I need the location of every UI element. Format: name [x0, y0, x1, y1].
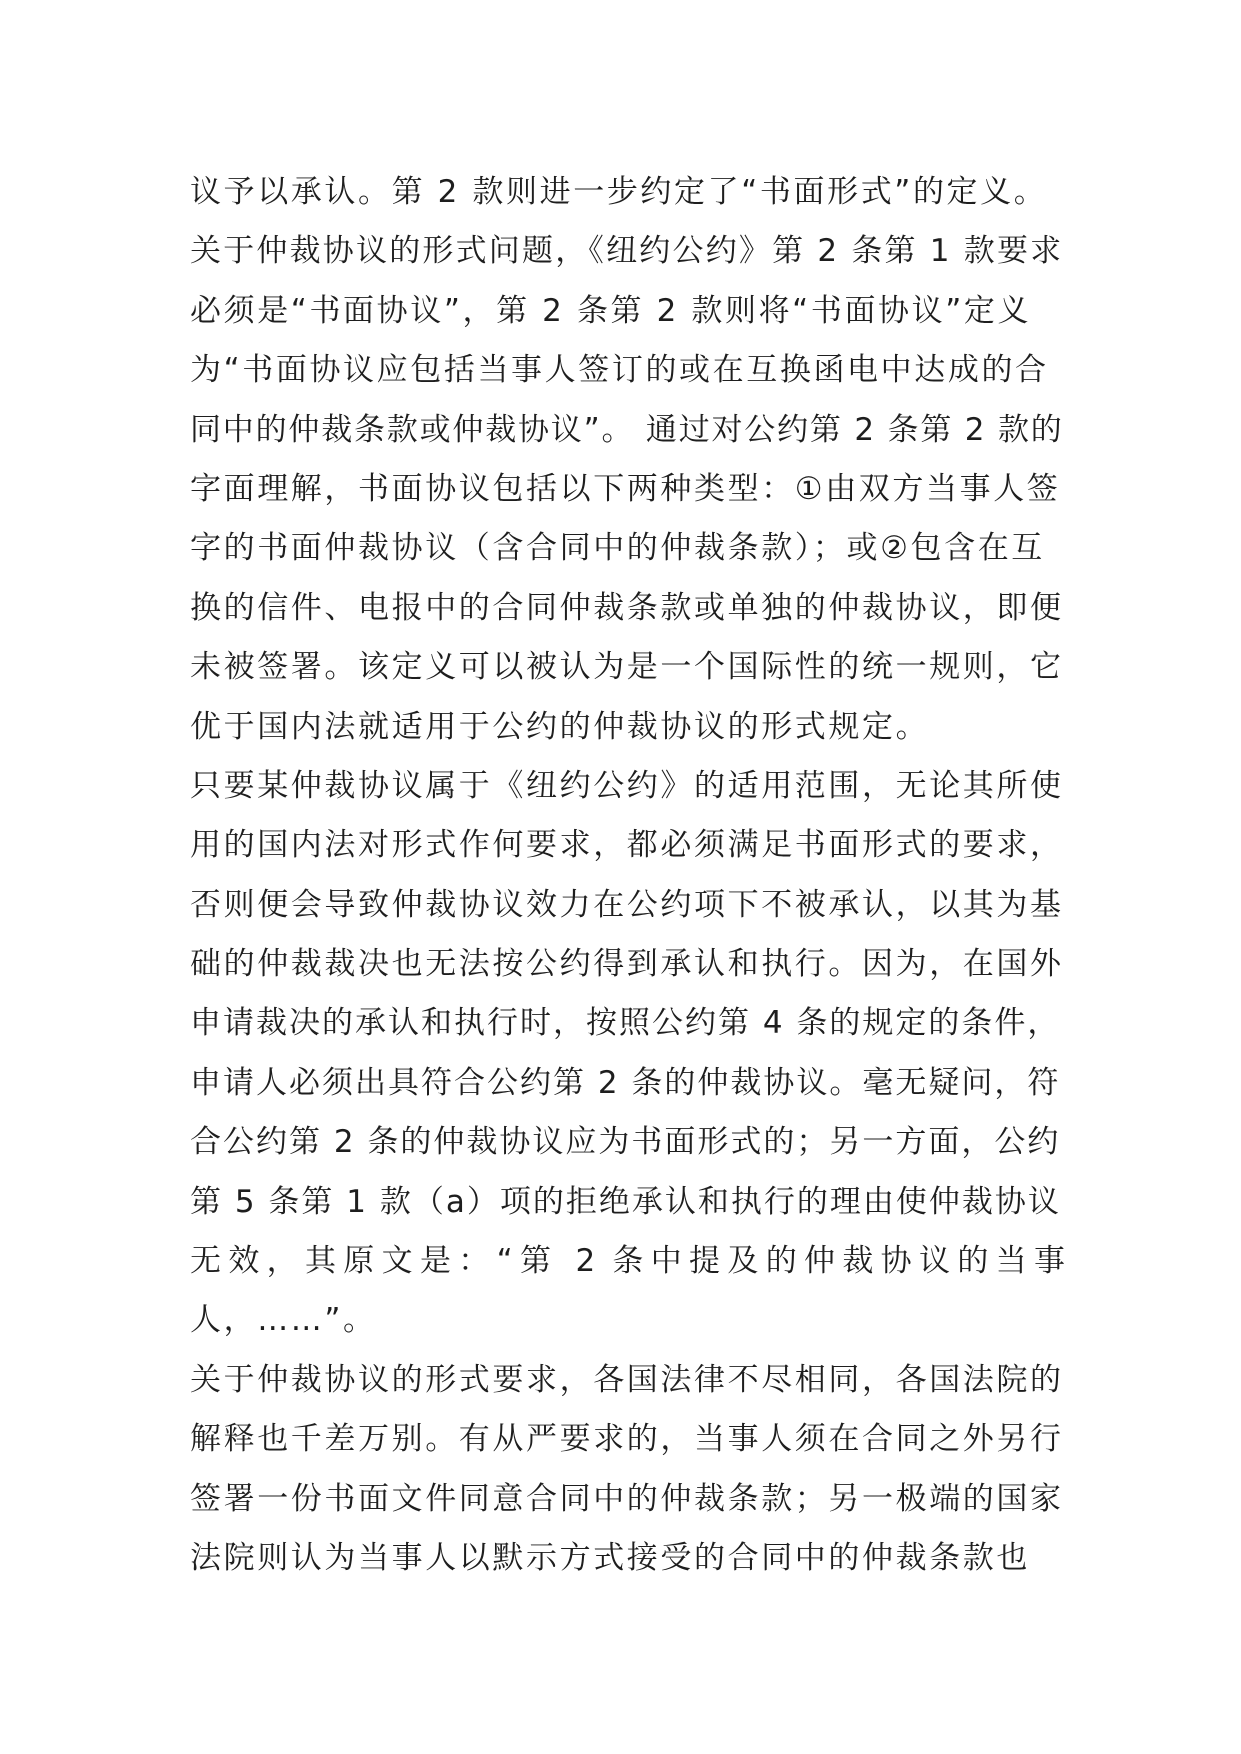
text-line: 合公约第 2 条的仲裁协议应为书面形式的；另一方面，公约 [190, 1124, 1061, 1161]
text-line: 无效，其原文是：“第 2 条中提及的仲裁协议的当事 [190, 1243, 1065, 1280]
text-line: 字的书面仲裁协议（含合同中的仲裁条款）；或②包含在互 [190, 530, 1045, 567]
body-text [190, 163, 1065, 1588]
text-line: 未被签署。该定义可以被认为是一个国际性的统一规则，它 [190, 649, 1064, 686]
text-line: 签署一份书面文件同意合同中的仲裁条款；另一极端的国家 [190, 1480, 1064, 1517]
text-line: 关于仲裁协议的形式要求，各国法律不尽相同，各国法院的 [190, 1361, 1064, 1398]
text-line: 同中的仲裁条款或仲裁协议”。 通过对公约第 2 条第 2 款的 [190, 411, 1064, 448]
text-line: 第 5 条第 1 款（a）项的拒绝承认和执行的理由使仲裁协议 [190, 1183, 1061, 1220]
text-line: 解释也千差万别。有从严要求的，当事人须在合同之外另行 [190, 1421, 1064, 1458]
text-line: 用的国内法对形式作何要求，都必须满足书面形式的要求， [190, 827, 1064, 864]
text-line: 础的仲裁裁决也无法按公约得到承认和执行。因为，在国外 [190, 946, 1064, 983]
text-line: 换的信件、电报中的合同仲裁条款或单独的仲裁协议，即便 [190, 589, 1064, 626]
text-line: 只要某仲裁协议属于《纽约公约》的适用范围，无论其所使 [190, 767, 1064, 804]
text-line: 关于仲裁协议的形式问题，《纽约公约》第 2 条第 1 款要求 [190, 233, 1064, 270]
text-line: 优于国内法就适用于公约的仲裁协议的形式规定。 [190, 708, 930, 745]
text-line: 必须是“书面协议”，第 2 条第 2 款则将“书面协议”定义 [190, 292, 1032, 329]
text-line: 申请人必须出具符合公约第 2 条的仲裁协议。毫无疑问，符 [190, 1064, 1061, 1101]
text-line: 法院则认为当事人以默示方式接受的合同中的仲裁条款也 [190, 1539, 1030, 1576]
text-line: 人，……”。 [190, 1302, 377, 1339]
text-line: 为“书面协议应包括当事人签订的或在互换函电中达成的合 [190, 352, 1049, 389]
text-line: 议予以承认。第 2 款则进一步约定了“书面形式”的定义。 [190, 174, 1048, 210]
text-line: 申请裁决的承认和执行时，按照公约第 4 条的规定的条件， [190, 1005, 1061, 1042]
text-line: 否则便会导致仲裁协议效力在公约项下不被承认，以其为基 [190, 886, 1064, 923]
text-line: 字面理解，书面协议包括以下两种类型：①由双方当事人签 [190, 470, 1061, 507]
